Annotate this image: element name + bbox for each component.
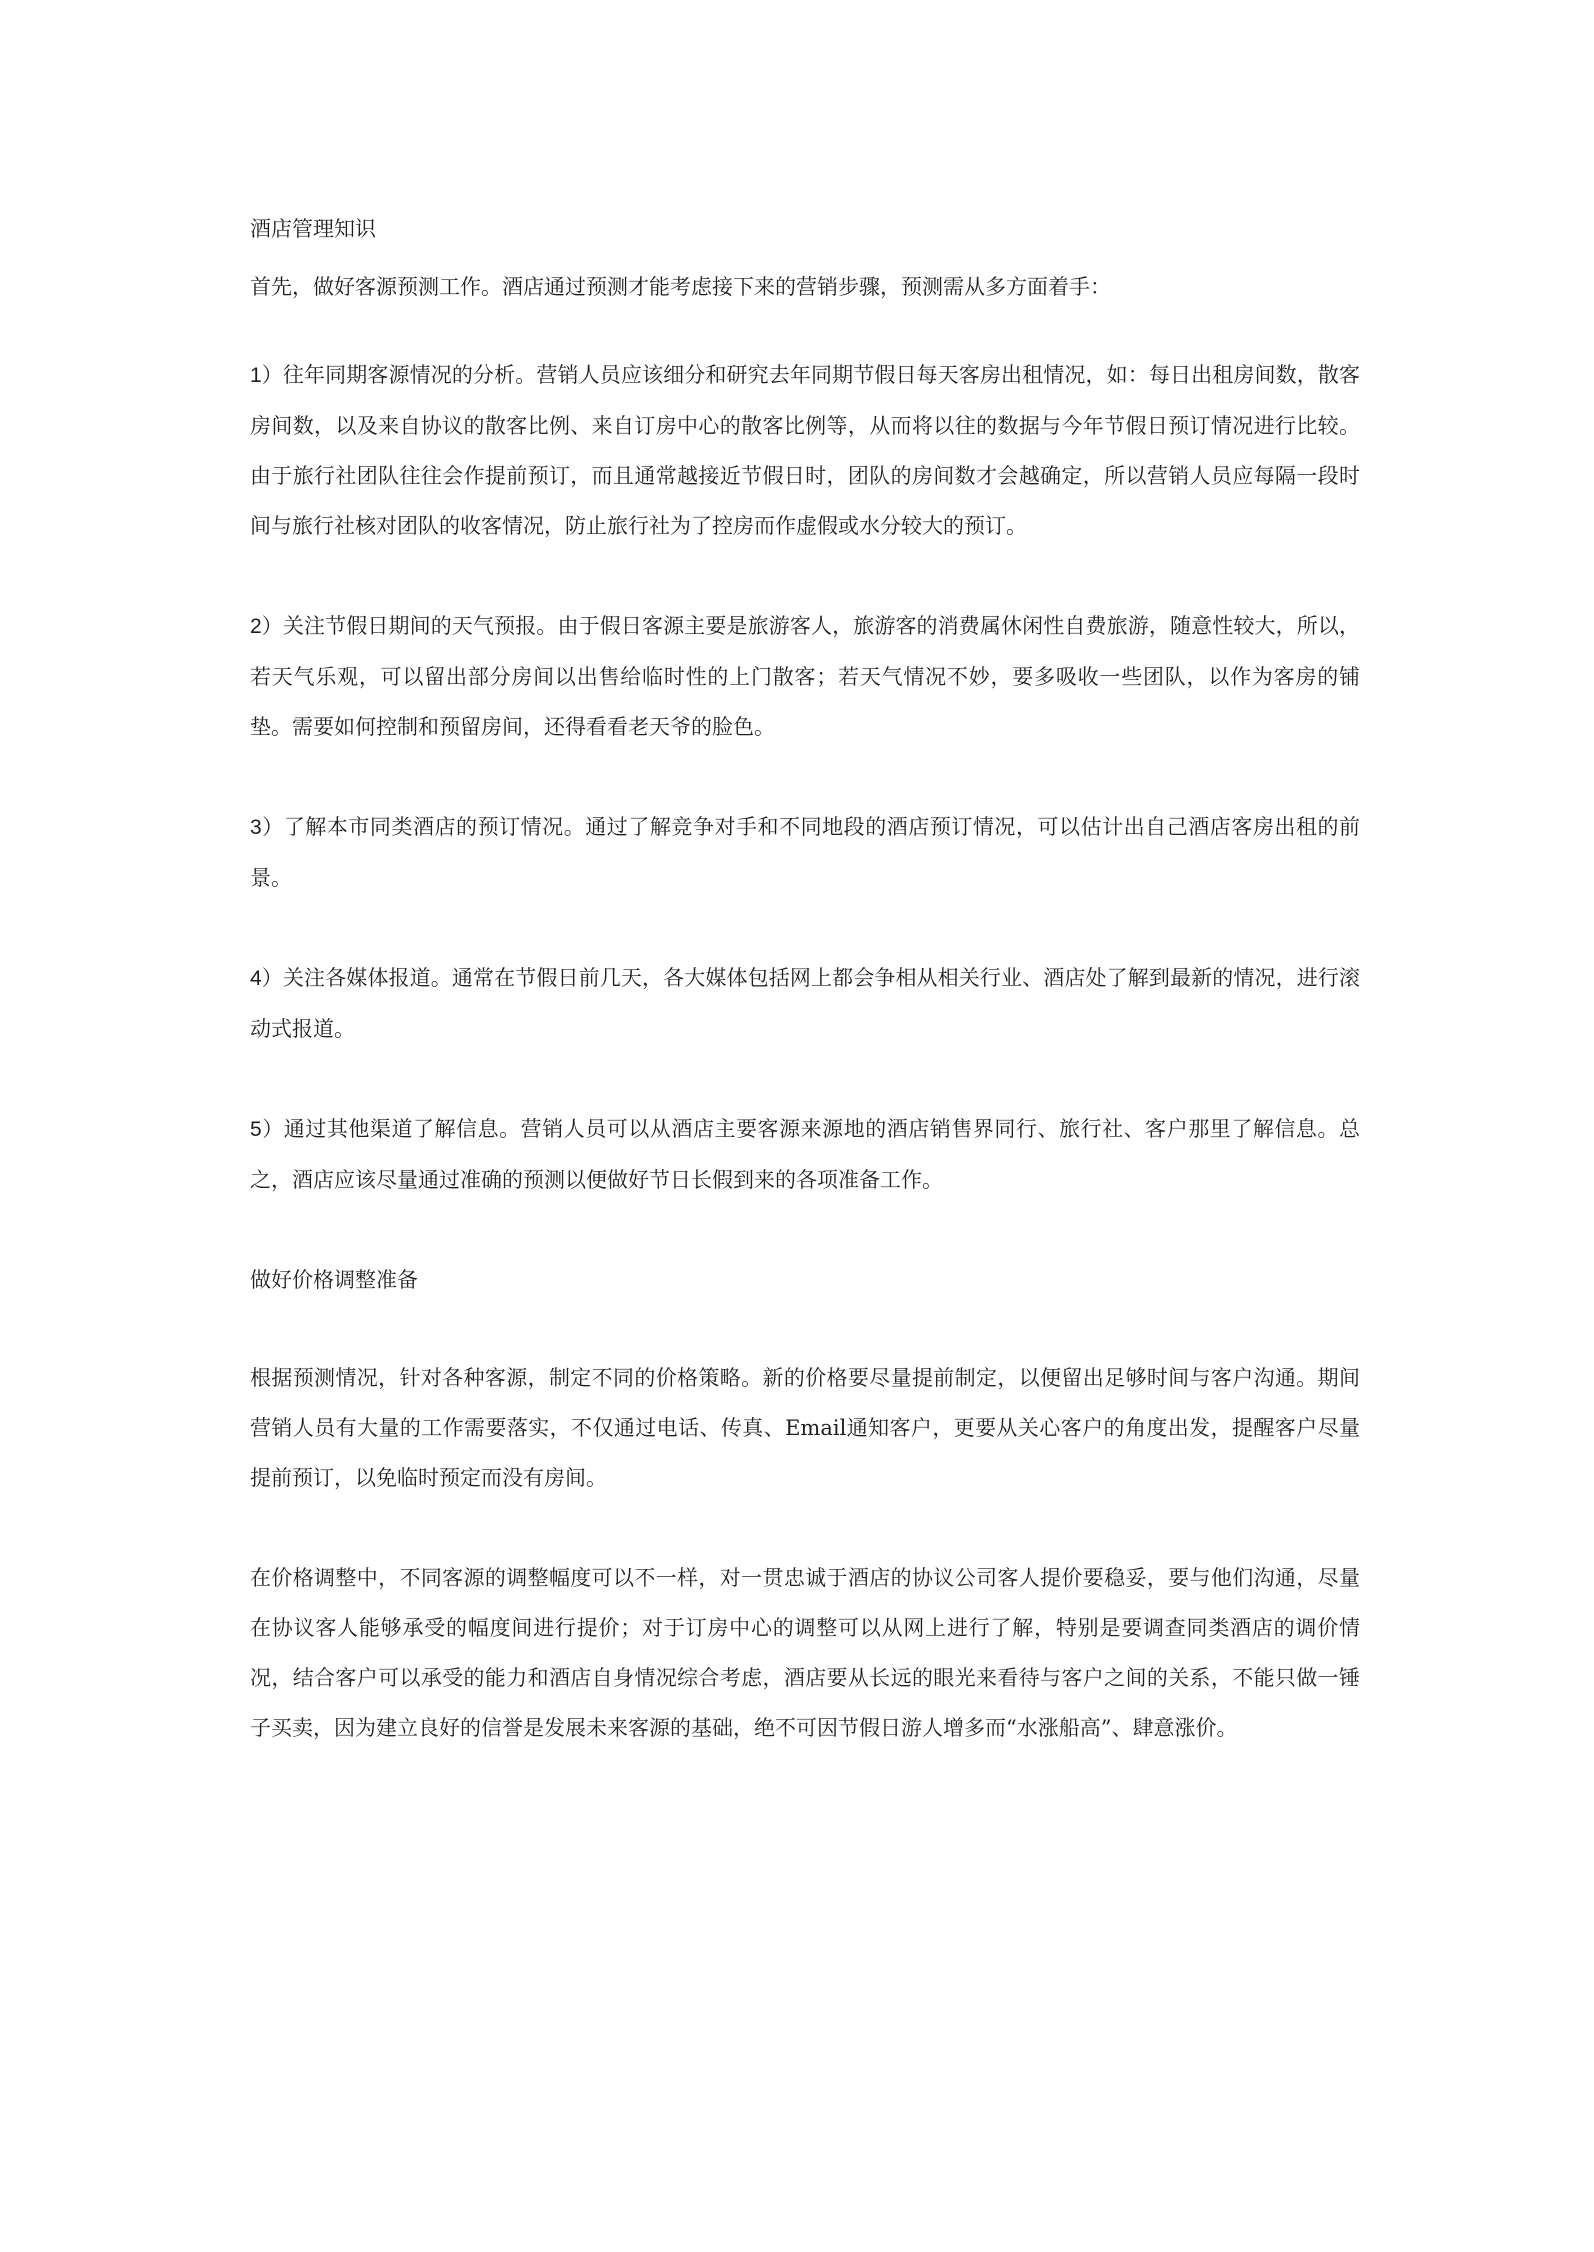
document-title: 酒店管理知识 [250, 217, 376, 241]
point-number: 4） [250, 967, 283, 990]
point-paragraph-2 [250, 601, 1360, 752]
point-paragraph-1 [250, 350, 1360, 551]
section-paragraph-2: 在价格调整中，不同客源的调整幅度可以不一样，对一贯忠诚于酒店的协议公司客人提价要稳妥，要与他们沟通，尽量在协议客人能够承受的幅度间进行提价；对于订房中心的调整可以从网上进行了解，特别是要调查同类酒店的调价情况，结合客户可以承受的能力和酒店自身情况综合考虑，酒店要从长远的眼光来看待与客户之间的关系，不能只做一锤子买卖，因为建立良好的信誉是发展未来客源的基础，绝不可因节假日游人增多而“水涨船高”、肆意涨价。 [250, 1566, 1360, 1740]
point-text: 关注各媒体报道。通常在节假日前几天，各大媒体包括网上都会争相从相关行业、酒店处了解到最新的情况，进行滚动式报道。 [250, 966, 1360, 1041]
point-text: 关注节假日期间的天气预报。由于假日客源主要是旅游客人，旅游客的消费属休闲性自费旅游，随意性较大，所以，若天气乐观，可以留出部分房间以出售给临时性的上门散客；若天气情况不妙，要多吸收一些团队，以作为客房的铺垫。需要如何控制和预留房间，还得看看老天爷的脸色。 [250, 614, 1360, 739]
point-text: 通过其他渠道了解信息。营销人员可以从酒店主要客源来源地的酒店销售界同行、旅行社、客户那里了解信息。总之，酒店应该尽量通过准确的预测以便做好节日长假到来的各项准备工作。 [250, 1117, 1361, 1192]
point-number: 5） [250, 1118, 284, 1141]
intro-paragraph: 首先，做好客源预测工作。酒店通过预测才能考虑接下来的营销步骤，预测需从多方面着手： [250, 275, 1111, 299]
point-paragraph-3 [250, 802, 1360, 903]
section-paragraph-1: 根据预测情况，针对各种客源，制定不同的价格策略。新的价格要尽量提前制定，以便留出足够时间与客户沟通。期间营销人员有大量的工作需要落实，不仅通过电话、传真、Email通知客户，更要从关心客户的角度出发，提醒客户尽量提前预订，以免临时预定而没有房间。 [250, 1366, 1360, 1490]
section-heading: 做好价格调整准备 [250, 1268, 418, 1292]
point-paragraph-4 [250, 953, 1360, 1054]
point-number: 2） [250, 615, 283, 638]
document-page [250, 208, 1360, 1803]
point-text: 往年同期客源情况的分析。营销人员应该细分和研究去年同期节假日每天客房出租情况，如：每日出租房间数，散客房间数，以及来自协议的散客比例、来自订房中心的散客比例等，从而将以往的数据与今年节假日预订情况进行比较。由于旅行社团队往往会作提前预订，而且通常越接近节假日时，团队的房间数才会越确定，所以营销人员应每隔一段时间与旅行社核对团队的收客情况，防止旅行社为了控房而作虚假或水分较大的预订。 [250, 363, 1360, 538]
point-number: 3） [250, 816, 284, 839]
point-paragraph-5 [250, 1104, 1360, 1205]
point-text: 了解本市同类酒店的预订情况。通过了解竞争对手和不同地段的酒店预订情况，可以估计出自己酒店客房出租的前景。 [250, 815, 1361, 890]
point-number: 1） [250, 364, 283, 387]
